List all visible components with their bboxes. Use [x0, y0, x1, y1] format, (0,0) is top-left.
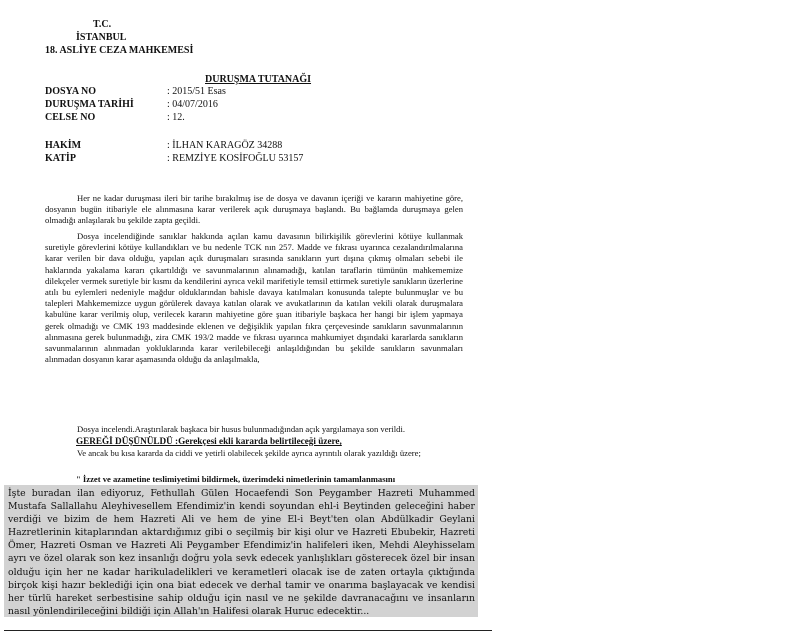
meta-label: DOSYA NO — [45, 86, 97, 97]
meta-label: HAKİM — [45, 140, 82, 151]
paragraph-short-decision — [45, 448, 463, 459]
quoted-excerpt-block — [4, 485, 478, 617]
document-title: DURUŞMA TUTANAĞI — [205, 74, 312, 85]
paragraph-opening — [45, 193, 463, 227]
paragraph-text: Dosya incelendi.Araştırılarak başkaca bir husus bulunmadığından açık yargılamaya son verildi. — [77, 424, 405, 434]
quoted-excerpt-text: İşte buradan ilan ediyoruz, Fethullah Gülen Hocaefendi Son Peygamber Hazreti Muhammed Mustafa Sallallahu Aleyhivesellem Efendimiz'in kendi soyundan ehl-i Beytinden geleceğini haber verdiği ve bizim de hem Hazreti Ali ve hem de yine El-i Beyt'ten olan Abdülkadir Geylani Hazretlerinin kitaplarından aktardığımız gibi o seçilmiş bir kişi olur ve Hazreti Ebubekir, Hazreti Ömer, Hazreti Osman ve Hazreti Ali Peygamber Efendimiz'in halifeleri iken, Mehdi Aleyhisselam ayrı ve özel olarak son kez insanlığı doğru yola sevk edecek yanlışlıkları gösterecek özel bir insan olduğu için her ne kadar harikuladelikleri ve kerametleri olacak ise de zaten ortayla çıktığında birçok kişi hazır beklediği için ona biat edecek ve derhal tamir ve onarıma başlayacak ve kendisi her türlü hareket serbestisine sahip olduğu için nasıl ve ne şekilde davranacağını ve insanların nasıl yönlendirileceğini bildiği için Allah'ın Halifesi olarak Huruc edecektir... — [8, 488, 475, 617]
meta-label: DURUŞMA TARİHİ — [45, 99, 134, 110]
meta-value: : 2015/51 Esas — [167, 86, 226, 97]
quote-opening-line: " İzzet ve azametine teslimiyetimi bildirmek, üzerimdeki nimetlerinin tamamlanmasını — [76, 474, 396, 484]
header-tc: T.C. — [93, 19, 112, 30]
paragraph-text: Her ne kadar duruşması ileri bir tarihe bırakılmış ise de dosya ve davanın içeriği ve kararın mahiyetine göre, dosyanın bugün itibariyle ele alınmasına karar verilerek açık duruşmaya başlandı. Bu bağlamda duruşmaya gelen olmadığı anlaşılarak bu şekilde zapta geçildi. — [45, 193, 463, 226]
meta-value: : REMZİYE KOSİFOĞLU 53157 — [167, 153, 304, 164]
paragraph-text: Dosya incelendiğinde sanıklar hakkında açılan kamu davasının bilirkişilik görevlerini kötüye kullanmak suretiyle görevlerini kötüye kullandıkları ve bu nedenle TCK nın 257. Madde ve fıkrası uyarınca cezalandırılmalarına karar verilen bir dava olduğu, yapılan açık duruşmaları sırasında sanıkların yurt dışına çıkmış olmaları sebebi ile haklarında yakalama kararı çıkartıldığı ve savunmalarının alınamadığı, katılan taraflarin tümünün mahkememize dilekçeler vermek suretiyle bir kısmı da kendilerini ayrıca vekil marifetiyle temsil ettirmek suretiyle sanıkların üzerlerine atılı bu eylemleri nedeniyle mağdur olduklarından bahisle davaya katılmaları konusunda talepte bulunmuşlar ve bu talepleri Mahkememizce uygun görülerek davaya katılan olarak ve avukatlarının da katılan vekili olarak duruşmalara kabulüne karar verilmiş olup, verilecek kararın mahiyetine göre şuan itibariyle başkaca her hangi bir işlem yapmaya gerek olmadığı ve CMK 193 maddesinde eklenen ve değişiklik yapılan fıkra çerçevesinde sanıkların savunmalarının alınmasına gerek bulunmadığı, zira CMK 193/2 madde ve fıkrası uyarınca mahkumiyet dışındaki kararlarda sanıkların savunmalarının alınmadan yokluklarında karar verilebileceği anlaşıldığından bu şekilde sanıkların savunmaları alınmadan dosyanın karar aşamasında olduğu da anlaşılmakla, — [45, 231, 463, 365]
meta-value: : 04/07/2016 — [167, 99, 218, 110]
header-city: İSTANBUL — [76, 32, 127, 43]
meta-label: KATİP — [45, 153, 76, 164]
meta-label: CELSE NO — [45, 112, 96, 123]
paragraph-text: Ve ancak bu kısa kararda da ciddi ve yetirli olabilecek şekilde ayrıca ayrıntılı olarak yazıldığı üzere; — [77, 448, 421, 458]
paragraph-review — [45, 231, 463, 365]
meta-value: : 12. — [167, 112, 185, 123]
header-court: 18. ASLİYE CEZA MAHKEMESİ — [45, 45, 194, 56]
page-divider — [4, 630, 492, 631]
paragraph-closing — [45, 424, 463, 435]
meta-value: : İLHAN KARAGÖZ 34288 — [167, 140, 283, 151]
verdict-heading: GEREĞİ DÜŞÜNÜLDÜ :Gerekçesi ekli kararda belirtileceği üzere, — [76, 436, 342, 446]
